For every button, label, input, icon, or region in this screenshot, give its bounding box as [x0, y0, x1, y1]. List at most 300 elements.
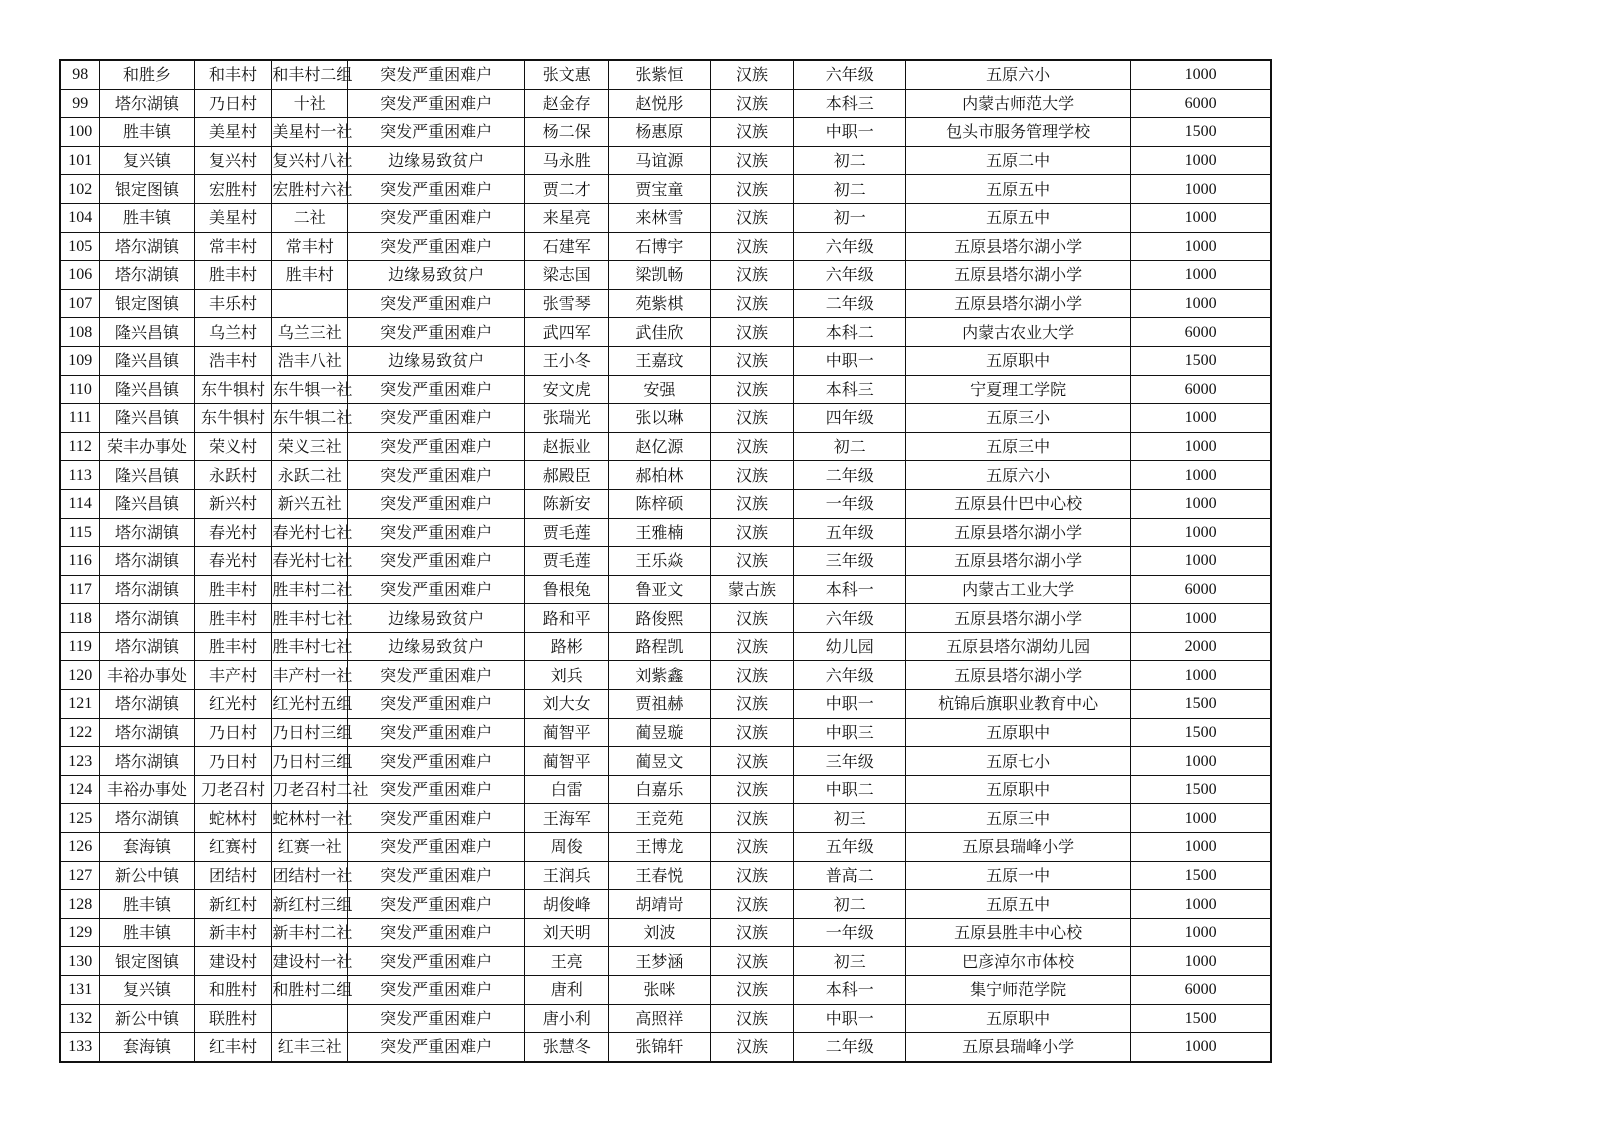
- cell-group: 东牛犋二社: [272, 404, 348, 433]
- cell-ethnicity: 汉族: [710, 918, 794, 947]
- cell-ethnicity: 汉族: [710, 690, 794, 719]
- cell-ethnicity: 汉族: [710, 775, 794, 804]
- cell-school: 五原县塔尔湖小学: [906, 661, 1131, 690]
- cell-row-number: 107: [60, 289, 100, 318]
- cell-group: 春光村七社: [272, 547, 348, 576]
- cell-ethnicity: 蒙古族: [710, 575, 794, 604]
- cell-town: 隆兴昌镇: [100, 404, 194, 433]
- cell-amount: 1500: [1131, 775, 1271, 804]
- cell-guardian-name: 贾毛莲: [525, 547, 609, 576]
- cell-amount: 1000: [1131, 404, 1271, 433]
- cell-village: 宏胜村: [194, 175, 272, 204]
- cell-grade: 初一: [794, 203, 906, 232]
- cell-group: 红光村五组: [272, 690, 348, 719]
- cell-student-name: 赵亿源: [609, 432, 710, 461]
- cell-village: 胜丰村: [194, 575, 272, 604]
- cell-ethnicity: 汉族: [710, 375, 794, 404]
- cell-village: 复兴村: [194, 146, 272, 175]
- cell-town: 胜丰镇: [100, 203, 194, 232]
- cell-town: 银定图镇: [100, 947, 194, 976]
- cell-group: 浩丰八社: [272, 346, 348, 375]
- cell-amount: 1000: [1131, 547, 1271, 576]
- cell-row-number: 100: [60, 118, 100, 147]
- cell-household-type: 突发严重困难户: [348, 890, 525, 919]
- cell-ethnicity: 汉族: [710, 947, 794, 976]
- cell-town: 新公中镇: [100, 1004, 194, 1033]
- cell-school: 五原五中: [906, 203, 1131, 232]
- cell-group: 团结村一社: [272, 861, 348, 890]
- cell-student-name: 王嘉玟: [609, 346, 710, 375]
- cell-grade: 中职二: [794, 775, 906, 804]
- cell-student-name: 白嘉乐: [609, 775, 710, 804]
- cell-student-name: 刘紫鑫: [609, 661, 710, 690]
- cell-household-type: 突发严重困难户: [348, 175, 525, 204]
- table-row: [60, 375, 1271, 404]
- cell-row-number: 98: [60, 60, 100, 89]
- cell-group: 胜丰村二社: [272, 575, 348, 604]
- table-row: [60, 718, 1271, 747]
- cell-household-type: 突发严重困难户: [348, 461, 525, 490]
- cell-amount: 1000: [1131, 175, 1271, 204]
- cell-town: 隆兴昌镇: [100, 346, 194, 375]
- cell-grade: 初二: [794, 890, 906, 919]
- cell-group: 荣义三社: [272, 432, 348, 461]
- cell-ethnicity: 汉族: [710, 833, 794, 862]
- cell-town: 塔尔湖镇: [100, 232, 194, 261]
- table-row: [60, 804, 1271, 833]
- cell-group: 常丰村: [272, 232, 348, 261]
- cell-ethnicity: 汉族: [710, 747, 794, 776]
- cell-grade: 初二: [794, 146, 906, 175]
- table-row: [60, 1033, 1271, 1062]
- cell-village: 美星村: [194, 203, 272, 232]
- cell-household-type: 突发严重困难户: [348, 976, 525, 1005]
- cell-row-number: 131: [60, 976, 100, 1005]
- cell-amount: 6000: [1131, 318, 1271, 347]
- cell-student-name: 赵悦彤: [609, 89, 710, 118]
- cell-amount: 1000: [1131, 604, 1271, 633]
- cell-ethnicity: 汉族: [710, 461, 794, 490]
- cell-grade: 初三: [794, 947, 906, 976]
- table-row: [60, 289, 1271, 318]
- cell-town: 胜丰镇: [100, 890, 194, 919]
- cell-student-name: 贾祖赫: [609, 690, 710, 719]
- cell-school: 五原三小: [906, 404, 1131, 433]
- cell-guardian-name: 张瑞光: [525, 404, 609, 433]
- cell-guardian-name: 王亮: [525, 947, 609, 976]
- cell-town: 塔尔湖镇: [100, 718, 194, 747]
- cell-ethnicity: 汉族: [710, 261, 794, 290]
- cell-household-type: 突发严重困难户: [348, 918, 525, 947]
- cell-guardian-name: 路和平: [525, 604, 609, 633]
- cell-town: 胜丰镇: [100, 118, 194, 147]
- cell-guardian-name: 周俊: [525, 833, 609, 862]
- cell-town: 复兴镇: [100, 976, 194, 1005]
- cell-guardian-name: 马永胜: [525, 146, 609, 175]
- cell-household-type: 突发严重困难户: [348, 318, 525, 347]
- cell-grade: 初二: [794, 175, 906, 204]
- cell-school: 五原二中: [906, 146, 1131, 175]
- cell-town: 丰裕办事处: [100, 775, 194, 804]
- cell-amount: 1000: [1131, 461, 1271, 490]
- cell-household-type: 突发严重困难户: [348, 661, 525, 690]
- cell-amount: 1000: [1131, 146, 1271, 175]
- cell-household-type: 突发严重困难户: [348, 775, 525, 804]
- cell-student-name: 梁凯畅: [609, 261, 710, 290]
- cell-household-type: 突发严重困难户: [348, 718, 525, 747]
- cell-grade: 一年级: [794, 918, 906, 947]
- cell-grade: 六年级: [794, 604, 906, 633]
- cell-guardian-name: 贾二才: [525, 175, 609, 204]
- cell-student-name: 郝柏林: [609, 461, 710, 490]
- cell-amount: 1000: [1131, 432, 1271, 461]
- cell-grade: 幼儿园: [794, 632, 906, 661]
- cell-row-number: 126: [60, 833, 100, 862]
- cell-group: 胜丰村七社: [272, 632, 348, 661]
- cell-town: 银定图镇: [100, 175, 194, 204]
- cell-group: 新红村三组: [272, 890, 348, 919]
- table-row: [60, 118, 1271, 147]
- cell-group: 丰产村一社: [272, 661, 348, 690]
- cell-group: 和丰村二组: [272, 60, 348, 89]
- cell-student-name: 王乐焱: [609, 547, 710, 576]
- cell-household-type: 突发严重困难户: [348, 747, 525, 776]
- cell-student-name: 王雅楠: [609, 518, 710, 547]
- cell-group: 东牛犋一社: [272, 375, 348, 404]
- cell-group: [272, 289, 348, 318]
- cell-guardian-name: 刘天明: [525, 918, 609, 947]
- cell-school: 五原县瑞峰小学: [906, 833, 1131, 862]
- table-row: [60, 232, 1271, 261]
- cell-amount: 1000: [1131, 289, 1271, 318]
- cell-guardian-name: 刘大女: [525, 690, 609, 719]
- cell-student-name: 刘波: [609, 918, 710, 947]
- cell-guardian-name: 来星亮: [525, 203, 609, 232]
- cell-guardian-name: 梁志国: [525, 261, 609, 290]
- table-row: [60, 175, 1271, 204]
- cell-group: 宏胜村六社: [272, 175, 348, 204]
- cell-ethnicity: 汉族: [710, 518, 794, 547]
- cell-student-name: 张锦轩: [609, 1033, 710, 1062]
- cell-household-type: 突发严重困难户: [348, 289, 525, 318]
- cell-school: 包头市服务管理学校: [906, 118, 1131, 147]
- cell-row-number: 112: [60, 432, 100, 461]
- table-row: [60, 833, 1271, 862]
- cell-household-type: 突发严重困难户: [348, 804, 525, 833]
- cell-guardian-name: 王小冬: [525, 346, 609, 375]
- cell-school: 杭锦后旗职业教育中心: [906, 690, 1131, 719]
- cell-guardian-name: 安文虎: [525, 375, 609, 404]
- cell-student-name: 路俊熙: [609, 604, 710, 633]
- cell-town: 隆兴昌镇: [100, 489, 194, 518]
- cell-row-number: 118: [60, 604, 100, 633]
- cell-grade: 五年级: [794, 518, 906, 547]
- cell-row-number: 120: [60, 661, 100, 690]
- cell-student-name: 石博宇: [609, 232, 710, 261]
- cell-grade: 二年级: [794, 1033, 906, 1062]
- cell-household-type: 突发严重困难户: [348, 404, 525, 433]
- cell-row-number: 128: [60, 890, 100, 919]
- cell-school: 集宁师范学院: [906, 976, 1131, 1005]
- cell-amount: 6000: [1131, 976, 1271, 1005]
- cell-group: 刀老召村二社: [272, 775, 348, 804]
- cell-grade: 三年级: [794, 547, 906, 576]
- cell-household-type: 边缘易致贫户: [348, 146, 525, 175]
- cell-group: 新兴五社: [272, 489, 348, 518]
- cell-village: 乃日村: [194, 747, 272, 776]
- cell-group: 十社: [272, 89, 348, 118]
- cell-ethnicity: 汉族: [710, 146, 794, 175]
- cell-household-type: 突发严重困难户: [348, 833, 525, 862]
- cell-town: 荣丰办事处: [100, 432, 194, 461]
- cell-household-type: 突发严重困难户: [348, 232, 525, 261]
- cell-village: 春光村: [194, 547, 272, 576]
- cell-household-type: 突发严重困难户: [348, 1033, 525, 1062]
- cell-row-number: 121: [60, 690, 100, 719]
- cell-town: 隆兴昌镇: [100, 375, 194, 404]
- cell-grade: 中职一: [794, 346, 906, 375]
- table-row: [60, 604, 1271, 633]
- cell-school: 五原县塔尔湖小学: [906, 604, 1131, 633]
- cell-group: 胜丰村七社: [272, 604, 348, 633]
- table-row: [60, 346, 1271, 375]
- table-row: [60, 432, 1271, 461]
- cell-school: 五原县瑞峰小学: [906, 1033, 1131, 1062]
- cell-row-number: 109: [60, 346, 100, 375]
- cell-group: [272, 1004, 348, 1033]
- cell-school: 五原七小: [906, 747, 1131, 776]
- cell-guardian-name: 贾毛莲: [525, 518, 609, 547]
- cell-amount: 1000: [1131, 833, 1271, 862]
- cell-grade: 初二: [794, 432, 906, 461]
- cell-town: 隆兴昌镇: [100, 461, 194, 490]
- cell-village: 和丰村: [194, 60, 272, 89]
- cell-group: 胜丰村: [272, 261, 348, 290]
- cell-row-number: 123: [60, 747, 100, 776]
- cell-town: 塔尔湖镇: [100, 632, 194, 661]
- cell-amount: 1000: [1131, 489, 1271, 518]
- cell-grade: 六年级: [794, 232, 906, 261]
- table-row: [60, 404, 1271, 433]
- cell-grade: 本科一: [794, 976, 906, 1005]
- cell-ethnicity: 汉族: [710, 632, 794, 661]
- cell-guardian-name: 赵振业: [525, 432, 609, 461]
- cell-amount: 1000: [1131, 661, 1271, 690]
- cell-student-name: 来林雪: [609, 203, 710, 232]
- cell-household-type: 突发严重困难户: [348, 375, 525, 404]
- cell-amount: 1000: [1131, 60, 1271, 89]
- cell-amount: 1500: [1131, 118, 1271, 147]
- cell-school: 内蒙古师范大学: [906, 89, 1131, 118]
- table-row: [60, 747, 1271, 776]
- cell-village: 乌兰村: [194, 318, 272, 347]
- cell-ethnicity: 汉族: [710, 60, 794, 89]
- cell-row-number: 132: [60, 1004, 100, 1033]
- cell-amount: 1500: [1131, 1004, 1271, 1033]
- cell-village: 胜丰村: [194, 604, 272, 633]
- cell-village: 胜丰村: [194, 632, 272, 661]
- cell-school: 五原五中: [906, 175, 1131, 204]
- cell-amount: 1500: [1131, 861, 1271, 890]
- cell-row-number: 99: [60, 89, 100, 118]
- cell-household-type: 边缘易致贫户: [348, 632, 525, 661]
- cell-school: 五原县塔尔湖小学: [906, 518, 1131, 547]
- cell-town: 银定图镇: [100, 289, 194, 318]
- table-row: [60, 60, 1271, 89]
- table-row: [60, 318, 1271, 347]
- cell-student-name: 张紫恒: [609, 60, 710, 89]
- cell-town: 套海镇: [100, 1033, 194, 1062]
- cell-ethnicity: 汉族: [710, 976, 794, 1005]
- cell-group: 二社: [272, 203, 348, 232]
- cell-guardian-name: 张慧冬: [525, 1033, 609, 1062]
- cell-school: 五原一中: [906, 861, 1131, 890]
- cell-grade: 中职三: [794, 718, 906, 747]
- cell-town: 隆兴昌镇: [100, 318, 194, 347]
- cell-group: 永跃二社: [272, 461, 348, 490]
- cell-household-type: 突发严重困难户: [348, 89, 525, 118]
- cell-grade: 初三: [794, 804, 906, 833]
- cell-student-name: 杨惠原: [609, 118, 710, 147]
- cell-group: 乃日村三组: [272, 718, 348, 747]
- cell-row-number: 133: [60, 1033, 100, 1062]
- cell-village: 乃日村: [194, 718, 272, 747]
- cell-amount: 1000: [1131, 232, 1271, 261]
- cell-grade: 二年级: [794, 289, 906, 318]
- cell-village: 和胜村: [194, 976, 272, 1005]
- aid-recipient-table: [59, 59, 1272, 1063]
- cell-village: 新丰村: [194, 918, 272, 947]
- cell-guardian-name: 白雷: [525, 775, 609, 804]
- table-row: [60, 489, 1271, 518]
- cell-group: 复兴村八社: [272, 146, 348, 175]
- cell-ethnicity: 汉族: [710, 346, 794, 375]
- cell-student-name: 蔺昱璇: [609, 718, 710, 747]
- cell-ethnicity: 汉族: [710, 318, 794, 347]
- cell-school: 五原六小: [906, 60, 1131, 89]
- cell-row-number: 125: [60, 804, 100, 833]
- cell-row-number: 127: [60, 861, 100, 890]
- cell-village: 乃日村: [194, 89, 272, 118]
- cell-school: 五原五中: [906, 890, 1131, 919]
- cell-village: 丰乐村: [194, 289, 272, 318]
- cell-grade: 四年级: [794, 404, 906, 433]
- cell-grade: 六年级: [794, 661, 906, 690]
- cell-group: 乌兰三社: [272, 318, 348, 347]
- cell-school: 五原职中: [906, 346, 1131, 375]
- cell-village: 红赛村: [194, 833, 272, 862]
- cell-group: 红赛一社: [272, 833, 348, 862]
- table-row: [60, 461, 1271, 490]
- table-row: [60, 947, 1271, 976]
- cell-student-name: 张以琳: [609, 404, 710, 433]
- cell-amount: 1000: [1131, 890, 1271, 919]
- cell-amount: 1000: [1131, 804, 1271, 833]
- cell-grade: 六年级: [794, 60, 906, 89]
- cell-amount: 1000: [1131, 947, 1271, 976]
- table-row: [60, 146, 1271, 175]
- cell-household-type: 突发严重困难户: [348, 518, 525, 547]
- cell-student-name: 高照祥: [609, 1004, 710, 1033]
- cell-guardian-name: 路彬: [525, 632, 609, 661]
- cell-school: 五原县塔尔湖小学: [906, 261, 1131, 290]
- cell-amount: 1500: [1131, 346, 1271, 375]
- table-row: [60, 661, 1271, 690]
- cell-ethnicity: 汉族: [710, 661, 794, 690]
- cell-ethnicity: 汉族: [710, 861, 794, 890]
- cell-household-type: 边缘易致贫户: [348, 604, 525, 633]
- cell-guardian-name: 陈新安: [525, 489, 609, 518]
- cell-school: 巴彦淖尔市体校: [906, 947, 1131, 976]
- cell-amount: 1500: [1131, 690, 1271, 719]
- cell-village: 美星村: [194, 118, 272, 147]
- cell-town: 塔尔湖镇: [100, 575, 194, 604]
- cell-student-name: 武佳欣: [609, 318, 710, 347]
- cell-row-number: 106: [60, 261, 100, 290]
- cell-ethnicity: 汉族: [710, 604, 794, 633]
- cell-student-name: 胡靖岢: [609, 890, 710, 919]
- cell-ethnicity: 汉族: [710, 547, 794, 576]
- cell-school: 五原职中: [906, 775, 1131, 804]
- cell-guardian-name: 武四军: [525, 318, 609, 347]
- cell-grade: 普高二: [794, 861, 906, 890]
- cell-row-number: 122: [60, 718, 100, 747]
- table-row: [60, 976, 1271, 1005]
- cell-household-type: 边缘易致贫户: [348, 346, 525, 375]
- cell-student-name: 安强: [609, 375, 710, 404]
- cell-household-type: 边缘易致贫户: [348, 261, 525, 290]
- cell-town: 复兴镇: [100, 146, 194, 175]
- cell-amount: 2000: [1131, 632, 1271, 661]
- cell-ethnicity: 汉族: [710, 890, 794, 919]
- cell-group: 建设村一社: [272, 947, 348, 976]
- cell-school: 五原三中: [906, 804, 1131, 833]
- cell-village: 红丰村: [194, 1033, 272, 1062]
- table-row: [60, 861, 1271, 890]
- cell-school: 五原职中: [906, 718, 1131, 747]
- cell-group: 美星村一社: [272, 118, 348, 147]
- cell-village: 浩丰村: [194, 346, 272, 375]
- cell-ethnicity: 汉族: [710, 118, 794, 147]
- cell-student-name: 鲁亚文: [609, 575, 710, 604]
- cell-grade: 六年级: [794, 261, 906, 290]
- cell-group: 红丰三社: [272, 1033, 348, 1062]
- cell-grade: 本科一: [794, 575, 906, 604]
- cell-village: 常丰村: [194, 232, 272, 261]
- cell-row-number: 111: [60, 404, 100, 433]
- cell-guardian-name: 王海军: [525, 804, 609, 833]
- cell-town: 塔尔湖镇: [100, 518, 194, 547]
- cell-village: 新兴村: [194, 489, 272, 518]
- cell-row-number: 113: [60, 461, 100, 490]
- cell-guardian-name: 唐小利: [525, 1004, 609, 1033]
- cell-ethnicity: 汉族: [710, 404, 794, 433]
- cell-grade: 中职一: [794, 118, 906, 147]
- cell-guardian-name: 张雪琴: [525, 289, 609, 318]
- cell-row-number: 119: [60, 632, 100, 661]
- table-row: [60, 1004, 1271, 1033]
- cell-town: 塔尔湖镇: [100, 261, 194, 290]
- table-row: [60, 775, 1271, 804]
- table-row: [60, 690, 1271, 719]
- cell-town: 新公中镇: [100, 861, 194, 890]
- cell-grade: 本科二: [794, 318, 906, 347]
- table-row: [60, 575, 1271, 604]
- cell-row-number: 117: [60, 575, 100, 604]
- cell-village: 永跃村: [194, 461, 272, 490]
- cell-school: 五原职中: [906, 1004, 1131, 1033]
- cell-village: 丰产村: [194, 661, 272, 690]
